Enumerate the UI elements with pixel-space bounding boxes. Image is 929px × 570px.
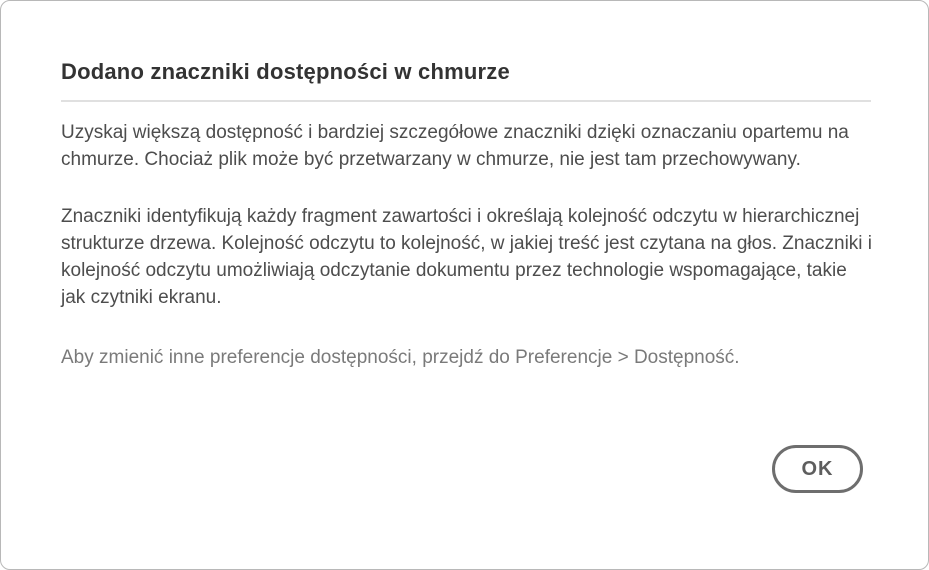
dialog-paragraph-cloud-tagging: Uzyskaj większą dostępność i bardziej szczegółowe znaczniki dzięki oznaczaniu opartemu na chmurze. Chociaż plik może być przetwarzany w chmurze, nie jest tam przechowywany. <box>61 122 849 170</box>
dialog-note-preferences: Aby zmienić inne preferencje dostępności, przejdź do Preferencje > Dostępność. <box>61 347 740 368</box>
dialog-content <box>1 1 928 371</box>
dialog-title: Dodano znaczniki dostępności w chmurze <box>61 59 510 84</box>
title-divider <box>61 100 871 102</box>
dialog-paragraph-tags-reading-order: Znaczniki identyfikują każdy fragment zawartości i określają kolejność odczytu w hierarchicznej strukturze drzewa. Kolejność odczytu to kolejność, w jakiej treść jest czytana na głos. Znaczniki i kolejność odczytu umożliwiają odczytanie dokumentu przez technologie wspomagające, takie jak czytniki ekranu. <box>61 206 873 308</box>
ok-button[interactable]: OK <box>772 445 863 493</box>
